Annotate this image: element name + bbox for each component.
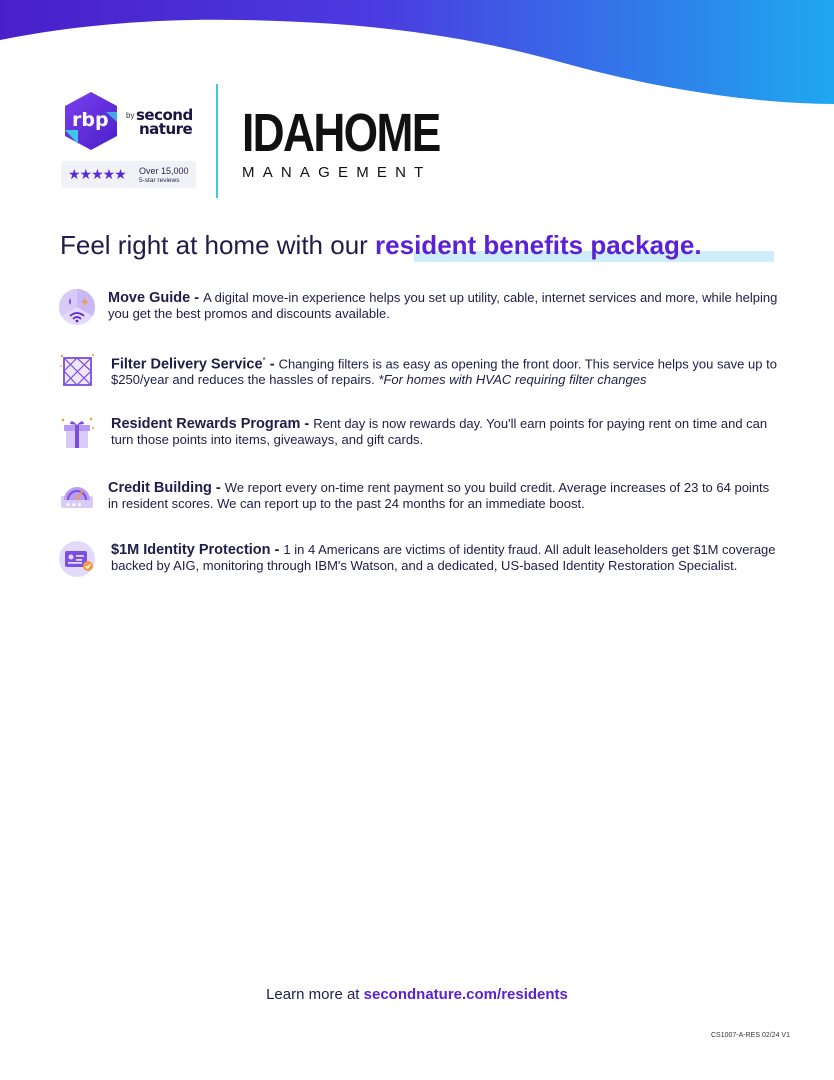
benefit-title: Move Guide -	[108, 290, 204, 306]
filter-icon	[58, 352, 96, 390]
five-star-icon: ★★★★★	[68, 166, 126, 182]
benefit-title: Resident Rewards Program -	[111, 416, 314, 432]
headline-highlight: resident benefits package.	[375, 230, 702, 260]
benefit-text: Rent day is now rewards day. You'll earn points for paying rent on time and can turn those points into items, giveaways, and gift cards.	[111, 416, 768, 447]
second-nature-logo-line2: nature	[139, 120, 193, 138]
page-headline	[60, 230, 702, 261]
credit-gauge-icon	[58, 478, 96, 516]
benefit-text: 1 in 4 Americans are victims of identity fraud. All adult leaseholders get $1M coverage backed by AIG, monitoring through IBM's Watson, and a dedicated, US-based Identity Restoration Specialist.	[111, 542, 776, 573]
benefit-credit-building	[108, 480, 778, 512]
benefit-title: Filter Delivery Service	[111, 356, 263, 373]
benefit-text: We report every on-time rent payment so you build credit. Average increases of 23 to 64 points in resident scores. We can report up to the past 24 months for an immediate boost.	[108, 480, 770, 511]
benefit-title-mark: *	[262, 356, 266, 365]
review-count: Over 15,000	[139, 166, 189, 176]
reviews-badge	[61, 161, 196, 188]
benefit-rewards	[111, 416, 781, 448]
idahome-logo: IDAHOME	[242, 103, 440, 163]
benefit-identity-protection	[111, 542, 781, 574]
benefit-title-dash: -	[265, 356, 279, 373]
document-code: CS1007-A-RES 02/24 V1	[711, 1032, 790, 1039]
second-nature-logo-line1: second	[136, 106, 193, 124]
svg-text:✱ ✱ ✱: ✱ ✱ ✱	[66, 502, 82, 509]
benefit-footnote: *For homes with HVAC requiring filter changes	[378, 372, 647, 388]
benefit-filter-delivery	[111, 353, 781, 388]
learn-more-footer	[0, 986, 834, 1003]
benefit-text: Changing filters is as easy as opening the front door. This service helps you save up to $250/year and reduces the hassles of repairs.	[111, 356, 777, 388]
benefit-title: Credit Building -	[108, 480, 225, 496]
logo-divider	[216, 84, 218, 198]
identity-card-icon	[58, 540, 96, 578]
residents-link[interactable]: secondnature.com/residents	[363, 986, 568, 1003]
benefit-move-guide	[108, 290, 778, 322]
benefit-text: A digital move-in experience helps you set up utility, cable, internet services and more, while helping you get the best promos and discounts available.	[108, 290, 778, 321]
benefit-title: $1M Identity Protection -	[111, 542, 284, 558]
gift-icon	[58, 414, 96, 452]
headline-lead: Feel right at home with our	[60, 230, 376, 260]
by-label: by	[126, 111, 135, 120]
idahome-management-label: MANAGEMENT	[242, 164, 432, 181]
move-guide-icon	[58, 288, 96, 326]
review-label: 5-star reviews	[139, 177, 180, 184]
rbp-logo-text: rbp	[72, 109, 109, 131]
learn-more-label: Learn more at	[266, 986, 364, 1003]
